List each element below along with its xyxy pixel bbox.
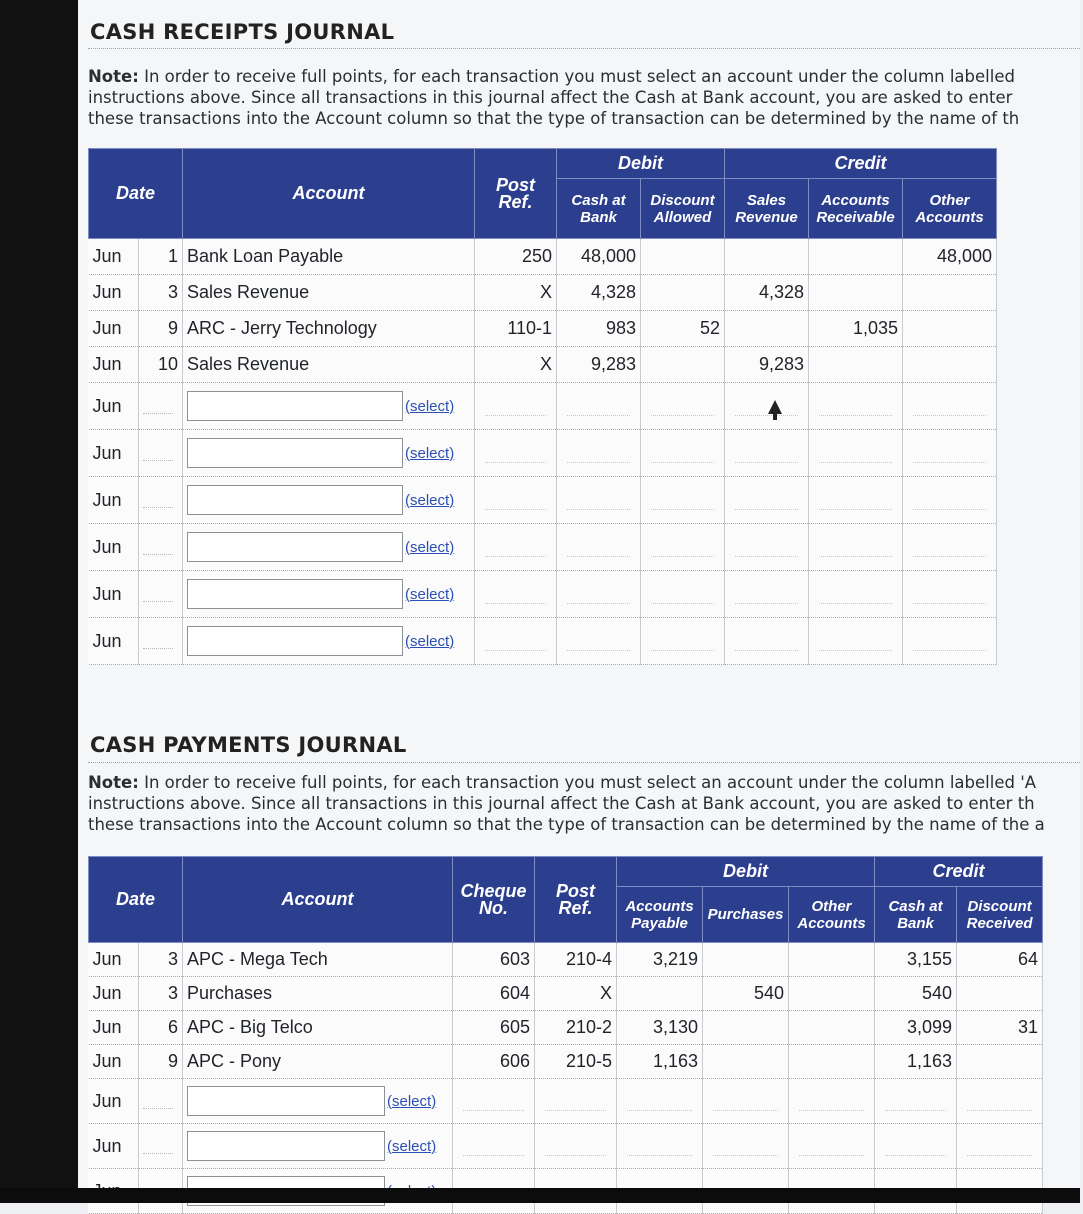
day-input[interactable] (143, 534, 173, 555)
row-month: Jun (89, 943, 139, 977)
monitor-bezel (0, 0, 78, 1203)
discount-allowed-input[interactable] (651, 632, 714, 651)
cash-at-bank-input[interactable] (567, 585, 630, 604)
other-accounts-input[interactable] (913, 538, 986, 557)
row-month: Jun (89, 1079, 139, 1124)
row-accounts-receivable (809, 275, 903, 311)
account-input[interactable] (187, 532, 403, 562)
row-post-ref: X (475, 275, 557, 311)
payments-title: CASH PAYMENTS JOURNAL (90, 733, 407, 757)
purchases-input[interactable] (713, 1092, 778, 1111)
table-row (89, 311, 997, 347)
accounts-payable-input[interactable] (627, 1092, 692, 1111)
day-input[interactable] (143, 1133, 173, 1154)
account-select-link[interactable]: (select) (405, 397, 455, 415)
row-day: 6 (139, 1011, 183, 1045)
day-input[interactable] (143, 487, 173, 508)
row-post-ref: X (535, 977, 617, 1011)
row-sales-revenue: 4,328 (725, 275, 809, 311)
row-accounts-receivable: 1,035 (809, 311, 903, 347)
row-cash-at-bank: 3,099 (875, 1011, 957, 1045)
receipts-title-rule (88, 48, 1080, 49)
row-account: APC - Big Telco (183, 1011, 453, 1045)
account-select-link[interactable]: (select) (405, 491, 455, 509)
table-row (89, 1079, 1043, 1124)
row-accounts-payable: 3,219 (617, 943, 703, 977)
row-month: Jun (89, 524, 139, 571)
table-row (89, 347, 997, 383)
discount-allowed-input[interactable] (651, 397, 714, 416)
other-accounts-input[interactable] (913, 444, 986, 463)
discount-received-input[interactable] (967, 1092, 1032, 1111)
row-month: Jun (89, 383, 139, 430)
row-other-accounts: 48,000 (903, 239, 997, 275)
row-sales-revenue (725, 239, 809, 275)
post-ref-input[interactable] (485, 585, 546, 604)
page (78, 0, 1080, 1188)
accounts-receivable-input[interactable] (819, 585, 892, 604)
row-day: 10 (139, 347, 183, 383)
header-sales-revenue: Sales Revenue (725, 179, 809, 239)
post-ref-input[interactable] (485, 491, 546, 510)
day-input[interactable] (143, 393, 173, 414)
post-ref-input[interactable] (485, 444, 546, 463)
cash-at-bank-input[interactable] (567, 397, 630, 416)
row-accounts-payable: 1,163 (617, 1045, 703, 1079)
header-cash-at-bank: Cash at Bank (875, 887, 957, 943)
sales-revenue-input[interactable] (735, 538, 798, 557)
row-day: 3 (139, 275, 183, 311)
cash-at-bank-input[interactable] (567, 444, 630, 463)
row-month: Jun (89, 347, 139, 383)
header-discount-received: Discount Received (957, 887, 1043, 943)
row-discount-received (957, 1045, 1043, 1079)
header-debit: Debit (617, 857, 875, 887)
sales-revenue-input[interactable] (735, 397, 798, 416)
payments-note-label: Note: (88, 773, 139, 792)
row-month: Jun (89, 275, 139, 311)
cheque-no-input[interactable] (463, 1137, 524, 1156)
purchases-input[interactable] (713, 1137, 778, 1156)
account-select-link[interactable]: (select) (387, 1092, 437, 1110)
header-debit: Debit (557, 149, 725, 179)
header-cash-at-bank: Cash at Bank (557, 179, 641, 239)
row-account: APC - Mega Tech (183, 943, 453, 977)
row-purchases (703, 1045, 789, 1079)
other-accounts-input[interactable] (913, 585, 986, 604)
header-post-ref: Post Ref. (535, 857, 617, 943)
table-row (89, 239, 997, 275)
header-purchases: Purchases (703, 887, 789, 943)
row-other-accounts (789, 1011, 875, 1045)
sales-revenue-input[interactable] (735, 444, 798, 463)
table-row (89, 430, 997, 477)
row-cheque-no: 604 (453, 977, 535, 1011)
discount-allowed-input[interactable] (651, 538, 714, 557)
cash-payments-table (88, 856, 1043, 1214)
row-sales-revenue (725, 311, 809, 347)
row-discount-received: 64 (957, 943, 1043, 977)
row-month: Jun (89, 571, 139, 618)
row-month: Jun (89, 477, 139, 524)
row-post-ref: 210-5 (535, 1045, 617, 1079)
row-post-ref: 250 (475, 239, 557, 275)
header-date: Date (89, 857, 183, 943)
cash-at-bank-input[interactable] (567, 491, 630, 510)
account-select-link[interactable]: (select) (405, 585, 455, 603)
cash-at-bank-input[interactable] (885, 1137, 946, 1156)
other-accounts-input[interactable] (799, 1092, 864, 1111)
row-month: Jun (89, 618, 139, 665)
other-accounts-input[interactable] (913, 491, 986, 510)
row-account: Purchases (183, 977, 453, 1011)
row-other-accounts (789, 1045, 875, 1079)
post-ref-input[interactable] (545, 1092, 606, 1111)
row-month: Jun (89, 239, 139, 275)
day-input[interactable] (143, 1088, 173, 1109)
table-row (89, 977, 1043, 1011)
table-row (89, 1124, 1043, 1169)
row-discount-allowed (641, 239, 725, 275)
other-accounts-input[interactable] (799, 1137, 864, 1156)
account-select-link[interactable]: (select) (405, 444, 455, 462)
row-other-accounts (903, 347, 997, 383)
table-row (89, 1011, 1043, 1045)
row-day: 9 (139, 311, 183, 347)
row-discount-received (957, 977, 1043, 1011)
header-other-accounts: Other Accounts (789, 887, 875, 943)
payments-note (88, 772, 1083, 835)
header-date: Date (89, 149, 183, 239)
discount-allowed-input[interactable] (651, 444, 714, 463)
payments-title-rule (88, 762, 1080, 763)
accounts-payable-input[interactable] (627, 1137, 692, 1156)
row-other-accounts (903, 311, 997, 347)
account-input[interactable] (187, 391, 403, 421)
row-other-accounts (789, 977, 875, 1011)
header-other-accounts: Other Accounts (903, 179, 997, 239)
row-month: Jun (89, 430, 139, 477)
table-row (89, 1045, 1043, 1079)
cash-at-bank-input[interactable] (567, 538, 630, 557)
row-month: Jun (89, 977, 139, 1011)
row-month: Jun (89, 1124, 139, 1169)
row-cash-at-bank: 1,163 (875, 1045, 957, 1079)
row-cash-at-bank: 983 (557, 311, 641, 347)
receipts-note-label: Note: (88, 67, 139, 86)
row-day: 3 (139, 943, 183, 977)
row-account: Bank Loan Payable (183, 239, 475, 275)
post-ref-input[interactable] (485, 632, 546, 651)
row-account: Sales Revenue (183, 347, 475, 383)
discount-received-input[interactable] (967, 1137, 1032, 1156)
sales-revenue-input[interactable] (735, 491, 798, 510)
row-sales-revenue: 9,283 (725, 347, 809, 383)
row-purchases (703, 943, 789, 977)
receipts-note-line-2: instructions above. Since all transactions in this journal affect the Cash at Bank account, you are asked to enter (88, 88, 1013, 107)
row-day: 9 (139, 1045, 183, 1079)
row-purchases: 540 (703, 977, 789, 1011)
row-other-accounts (903, 275, 997, 311)
accounts-receivable-input[interactable] (819, 538, 892, 557)
row-day: 3 (139, 977, 183, 1011)
header-account: Account (183, 857, 453, 943)
accounts-receivable-input[interactable] (819, 397, 892, 416)
account-select-link[interactable]: (select) (405, 632, 455, 650)
header-accounts-receivable: Accounts Receivable (809, 179, 903, 239)
receipts-note-line-3: these transactions into the Account column so that the type of transaction can be determined by the name of th (88, 109, 1020, 128)
table-row (89, 571, 997, 618)
day-input[interactable] (143, 581, 173, 602)
account-select-link[interactable]: (select) (387, 1137, 437, 1155)
cash-receipts-table (88, 148, 997, 665)
row-cash-at-bank: 3,155 (875, 943, 957, 977)
other-accounts-input[interactable] (913, 632, 986, 651)
cash-at-bank-input[interactable] (567, 632, 630, 651)
sales-revenue-input[interactable] (735, 632, 798, 651)
row-post-ref: 210-4 (535, 943, 617, 977)
row-discount-allowed (641, 347, 725, 383)
row-account: APC - Pony (183, 1045, 453, 1079)
account-input[interactable] (187, 579, 403, 609)
row-accounts-payable: 3,130 (617, 1011, 703, 1045)
account-input[interactable] (187, 1086, 385, 1116)
row-cash-at-bank: 48,000 (557, 239, 641, 275)
row-purchases (703, 1011, 789, 1045)
receipts-note (88, 66, 1083, 129)
row-account: ARC - Jerry Technology (183, 311, 475, 347)
row-cash-at-bank: 4,328 (557, 275, 641, 311)
header-accounts-payable: Accounts Payable (617, 887, 703, 943)
cash-at-bank-input[interactable] (885, 1092, 946, 1111)
payments-note-line-1: In order to receive full points, for each transaction you must select an account under the column labelled 'A (138, 773, 1037, 792)
table-row (89, 524, 997, 571)
table-row (89, 618, 997, 665)
payments-note-line-3: these transactions into the Account column so that the type of transaction can be determined by the name of the a (88, 815, 1045, 834)
row-accounts-receivable (809, 347, 903, 383)
row-accounts-payable (617, 977, 703, 1011)
table-row (89, 477, 997, 524)
accounts-receivable-input[interactable] (819, 444, 892, 463)
header-account: Account (183, 149, 475, 239)
header-post-ref: Post Ref. (475, 149, 557, 239)
row-accounts-receivable (809, 239, 903, 275)
row-post-ref: 210-2 (535, 1011, 617, 1045)
day-input[interactable] (143, 628, 173, 649)
receipts-title: CASH RECEIPTS JOURNAL (90, 20, 395, 44)
table-row (89, 275, 997, 311)
row-month: Jun (89, 1011, 139, 1045)
account-input[interactable] (187, 438, 403, 468)
discount-allowed-input[interactable] (651, 585, 714, 604)
post-ref-input[interactable] (485, 397, 546, 416)
row-discount-allowed (641, 275, 725, 311)
row-cheque-no: 603 (453, 943, 535, 977)
row-cash-at-bank: 9,283 (557, 347, 641, 383)
account-input[interactable] (187, 1131, 385, 1161)
header-credit: Credit (725, 149, 997, 179)
sales-revenue-input[interactable] (735, 585, 798, 604)
row-cash-at-bank: 540 (875, 977, 957, 1011)
row-discount-received: 31 (957, 1011, 1043, 1045)
account-input[interactable] (187, 626, 403, 656)
post-ref-input[interactable] (545, 1137, 606, 1156)
row-post-ref: 110-1 (475, 311, 557, 347)
table-row (89, 943, 1043, 977)
monitor-bezel-bottom (0, 1188, 1080, 1203)
account-input[interactable] (187, 485, 403, 515)
other-accounts-input[interactable] (913, 397, 986, 416)
row-post-ref: X (475, 347, 557, 383)
header-cheque-no: Cheque No. (453, 857, 535, 943)
header-credit: Credit (875, 857, 1043, 887)
post-ref-input[interactable] (485, 538, 546, 557)
row-day: 1 (139, 239, 183, 275)
table-row (89, 383, 997, 430)
row-account: Sales Revenue (183, 275, 475, 311)
row-other-accounts (789, 943, 875, 977)
discount-allowed-input[interactable] (651, 491, 714, 510)
day-input[interactable] (143, 440, 173, 461)
header-discount-allowed: Discount Allowed (641, 179, 725, 239)
row-cheque-no: 605 (453, 1011, 535, 1045)
row-month: Jun (89, 1045, 139, 1079)
cheque-no-input[interactable] (463, 1092, 524, 1111)
accounts-receivable-input[interactable] (819, 632, 892, 651)
row-discount-allowed: 52 (641, 311, 725, 347)
account-select-link[interactable]: (select) (405, 538, 455, 556)
payments-note-line-2: instructions above. Since all transactions in this journal affect the Cash at Bank account, you are asked to enter th (88, 794, 1035, 813)
row-month: Jun (89, 311, 139, 347)
row-cheque-no: 606 (453, 1045, 535, 1079)
mouse-cursor-icon (768, 400, 782, 414)
receipts-note-line-1: In order to receive full points, for each transaction you must select an account under the column labelled (138, 67, 1015, 86)
accounts-receivable-input[interactable] (819, 491, 892, 510)
